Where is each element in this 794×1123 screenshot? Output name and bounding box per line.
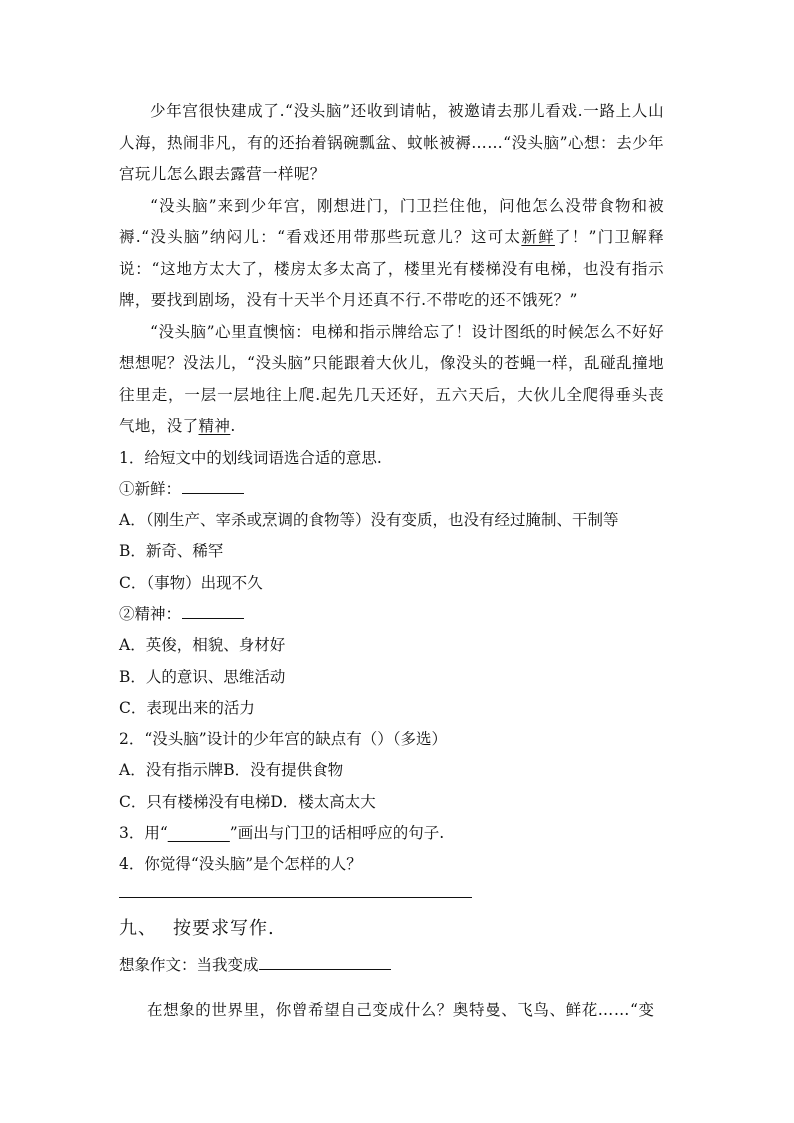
question-4-title: 4．你觉得“没头脑”是个怎样的人？ [119,855,362,874]
writing-title-blank[interactable] [259,955,391,970]
option-1-1-b: B．新奇、稀罕 [119,542,224,561]
option-1-1-c: C．（事物）出现不久 [119,573,263,592]
story-paragraph-1-text: 少年宫很快建成了.“没头脑”还收到请帖，被邀请去那儿看戏.一路上人山人海，热闹非凡，有的还抬着锅碗瓢盆、蚊帐被褥……“没头脑”心想：去少年宫玩儿怎么跟去露营一样呢？ [119,102,664,183]
story-paragraph-3-text-before: “没头脑”心里直懊恼：电梯和指示牌给忘了！设计图纸的时候怎么不好好想想呢？没法儿，“没头脑”只能跟着大伙儿，像没头的苍蝇一样，乱碰乱撞地往里走，一层一层地往上爬.起先几天还好，五六天后，大伙儿全爬得垂头丧气地，没了 [119,322,664,435]
question-1-sub2 [119,599,664,630]
story-paragraph-3-text-after: . [230,417,236,435]
writing-intro: 在想象的世界里，你曾希望自己变成什么？奥特曼、飞鸟、鲜花……“变 [147,1000,655,1019]
question-3-blank: ________ [167,824,230,843]
underlined-word-xinxian: 新鲜 [521,228,555,246]
question-3-after: ”画出与门卫的话相呼应的句子. [229,824,445,843]
story-paragraph-2-text-before: “没头脑”来到少年宫，刚想进门，门卫拦住他，问他怎么没带食物和被褥.“没头脑”纳闷儿：“看戏还用带那些玩意儿？这可太 [119,196,664,246]
section-9-number: 九、 [119,918,157,939]
option-1-2-b: B．人的意识、思维活动 [119,667,286,686]
underlined-word-jingshen: 精神 [198,417,231,435]
answer-blank-jingshen[interactable] [182,604,244,619]
question-3-before: 3．用“ [119,824,168,843]
option-2-ab: A．没有指示牌B．没有提供食物 [119,761,344,780]
story-paragraph-2-text-after: 了！”门卫解释说：“这地方太大了，楼房太多太高了，楼里光有楼梯没有电梯，也没有指示牌，要找到剧场，没有十天半个月还真不行.不带吃的还不饿死？” [119,228,664,309]
section-9-heading [119,914,275,940]
option-2-cd: C．只有楼梯没有电梯D．楼太高太大 [119,792,376,811]
section-9-title: 按要求写作. [173,918,275,939]
question-1-title: 1．给短文中的划线词语选合适的意思. [119,448,382,467]
question-4-answer-line[interactable] [119,897,472,898]
question-3 [119,818,664,849]
story-paragraph-3 [119,317,664,443]
answer-blank-xinxian[interactable] [182,479,244,494]
option-1-1-a: A．（刚生产、宰杀或烹调的食物等）没有变质，也没有经过腌制、干制等 [119,511,619,530]
question-1-sub2-label: ②精神： [119,604,182,623]
option-1-2-c: C．表现出来的活力 [119,698,255,717]
writing-prompt-label: 想象作文：当我变成 [119,956,259,974]
story-paragraph-1 [119,96,664,191]
question-2-title: 2．“没头脑”设计的少年宫的缺点有（）（多选） [119,730,447,749]
question-1-sub1-label: ①新鲜： [119,479,182,498]
worksheet-page [119,96,664,1019]
story-paragraph-2 [119,191,664,317]
question-1-sub1 [119,474,664,505]
option-1-2-a: A．英俊，相貌、身材好 [119,636,286,655]
writing-prompt [119,953,391,977]
